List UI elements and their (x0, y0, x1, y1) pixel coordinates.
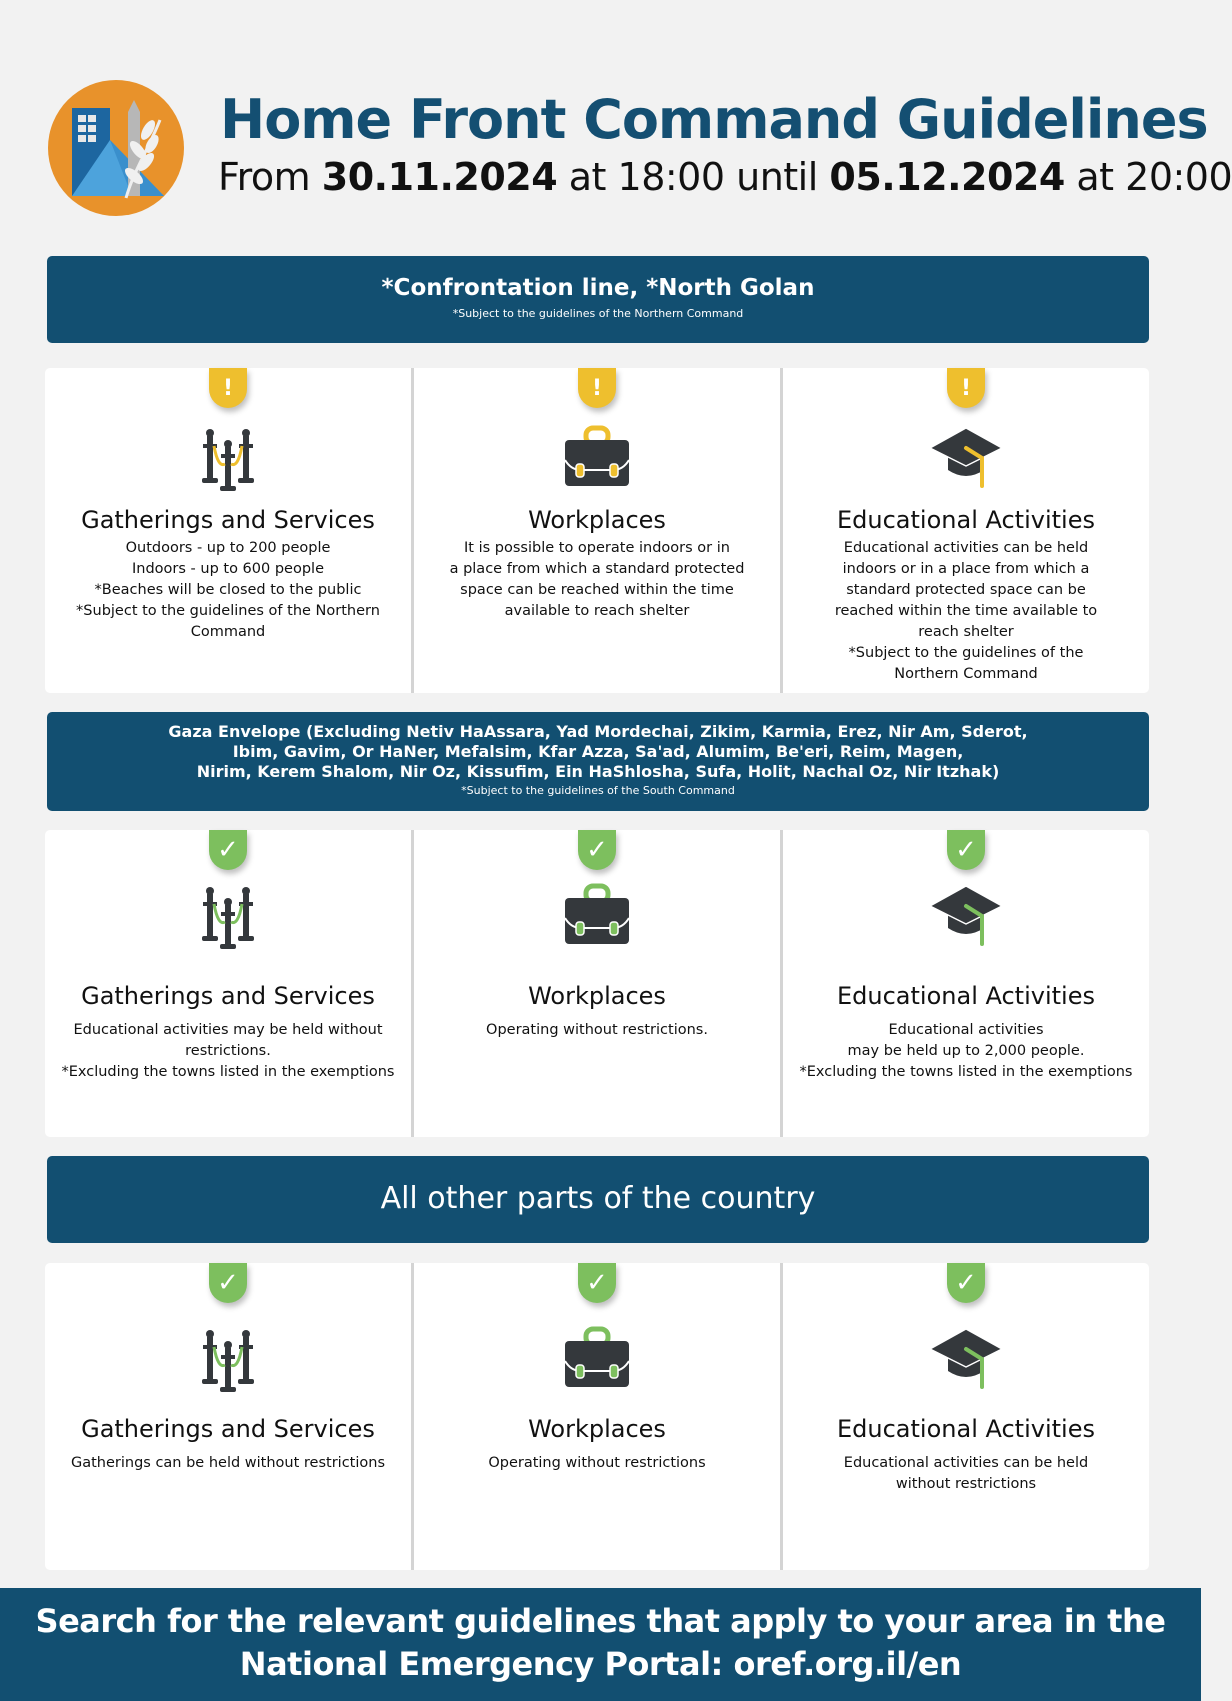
footer-portal-link[interactable]: National Emergency Portal: oref.org.il/en (239, 1645, 962, 1683)
body-line: Command (190, 624, 266, 640)
card-body (424, 1020, 770, 1041)
graduation-cap-icon (926, 1325, 1006, 1395)
warning-badge-icon: ! (209, 368, 247, 408)
body-line: Indoors - up to 600 people (132, 561, 324, 577)
footer-banner (0, 1588, 1201, 1701)
check-badge-icon: ✓ (578, 830, 616, 870)
card-title: Educational Activities (837, 506, 1095, 534)
region-title: *Confrontation line, *North Golan (381, 275, 815, 301)
card-body (424, 1453, 770, 1474)
body-line: Educational activities may be held without (73, 1022, 383, 1038)
body-line: Operating without restrictions (488, 1455, 706, 1471)
card-workplaces (411, 830, 780, 1137)
guideline-cards-rest-of-country (45, 1263, 1149, 1570)
warning-badge-icon: ! (947, 368, 985, 408)
card-title: Educational Activities (837, 1415, 1095, 1443)
card-title: Educational Activities (837, 982, 1095, 1010)
card-body (55, 1020, 401, 1083)
briefcase-icon (557, 1325, 637, 1395)
card-title: Workplaces (528, 1415, 666, 1443)
body-line: Gatherings can be held without restrictions (70, 1455, 386, 1471)
card-title: Gatherings and Services (81, 982, 375, 1010)
region-banner-north (47, 256, 1149, 343)
footer-line: Search for the relevant guidelines that apply to your area in the (35, 1602, 1166, 1640)
body-line: *Excluding the towns listed in the exemptions (61, 1064, 395, 1080)
warning-badge-icon: ! (578, 368, 616, 408)
body-line: standard protected space can be (846, 582, 1086, 598)
card-body (55, 1453, 401, 1474)
body-line: may be held up to 2,000 people. (847, 1043, 1085, 1059)
check-badge-icon: ✓ (947, 830, 985, 870)
region-note: *Subject to the guidelines of the South Command (461, 784, 735, 797)
card-body (793, 1453, 1139, 1495)
guideline-cards-north (45, 368, 1149, 693)
card-gatherings (45, 1263, 411, 1570)
end-date: 05.12.2024 (829, 155, 1065, 199)
check-badge-icon: ✓ (947, 1263, 985, 1303)
graduation-cap-icon (926, 424, 1006, 494)
body-line: reach shelter (918, 624, 1014, 640)
body-line: Northern Command (894, 666, 1038, 682)
card-title: Gatherings and Services (81, 1415, 375, 1443)
body-line: Educational activities can be held (843, 1455, 1089, 1471)
stanchion-icon (188, 424, 268, 494)
end-time-label: at 20:00 (1076, 155, 1232, 199)
from-label: From (218, 155, 311, 199)
body-line: indoors or in a place from which a (842, 561, 1090, 577)
card-body (793, 538, 1139, 685)
briefcase-icon (557, 882, 637, 952)
card-workplaces (411, 1263, 780, 1570)
body-line: Outdoors - up to 200 people (125, 540, 331, 556)
body-line: Educational activities can be held (843, 540, 1089, 556)
guideline-cards-gaza-envelope (45, 830, 1149, 1137)
body-line: Educational activities (888, 1022, 1044, 1038)
card-body (55, 538, 401, 643)
page-title: Home Front Command Guidelines (220, 88, 1208, 151)
body-line: without restrictions (895, 1476, 1037, 1492)
body-line: *Beaches will be closed to the public (94, 582, 362, 598)
region-title-line: Nirim, Kerem Shalom, Nir Oz, Kissufim, Ein HaShlosha, Sufa, Holit, Nachal Oz, Nir Itzhak) (196, 762, 1000, 781)
body-line: It is possible to operate indoors or in (464, 540, 730, 556)
stanchion-icon (188, 882, 268, 952)
region-title: All other parts of the country (380, 1181, 816, 1216)
home-front-command-logo-icon (48, 80, 184, 216)
card-body (424, 538, 770, 622)
region-note: *Subject to the guidelines of the Northern Command (452, 307, 744, 320)
start-date: 30.11.2024 (321, 155, 558, 199)
card-educational (780, 1263, 1149, 1570)
body-line: *Subject to the guidelines of the Northern (76, 603, 380, 619)
body-line: *Subject to the guidelines of the (848, 645, 1084, 661)
region-banner-rest-of-country (47, 1156, 1149, 1243)
card-workplaces (411, 368, 780, 693)
card-educational (780, 830, 1149, 1137)
card-body (793, 1020, 1139, 1083)
region-title-line: Gaza Envelope (Excluding Netiv HaAssara, Yad Mordechai, Zikim, Karmia, Erez, Nir Am, Sderot, (168, 722, 1028, 741)
card-gatherings (45, 830, 411, 1137)
briefcase-icon (557, 424, 637, 494)
region-banner-gaza-envelope (47, 712, 1149, 811)
card-title: Gatherings and Services (81, 506, 375, 534)
card-title: Workplaces (528, 506, 666, 534)
check-badge-icon: ✓ (209, 830, 247, 870)
card-gatherings (45, 368, 411, 693)
body-line: reached within the time available to (834, 603, 1098, 619)
date-range (218, 155, 1232, 199)
start-time-label: at 18:00 until (568, 155, 818, 199)
body-line: available to reach shelter (504, 603, 690, 619)
card-title: Workplaces (528, 982, 666, 1010)
body-line: space can be reached within the time (460, 582, 734, 598)
region-title-line: Ibim, Gavim, Or HaNer, Mefalsim, Kfar Azza, Sa'ad, Alumim, Be'eri, Reim, Magen, (232, 742, 964, 761)
body-line: a place from which a standard protected (449, 561, 745, 577)
body-line: Operating without restrictions. (486, 1022, 708, 1038)
graduation-cap-icon (926, 882, 1006, 952)
stanchion-icon (188, 1325, 268, 1395)
card-educational (780, 368, 1149, 693)
header (0, 0, 1232, 240)
check-badge-icon: ✓ (578, 1263, 616, 1303)
body-line: *Excluding the towns listed in the exemptions (799, 1064, 1133, 1080)
check-badge-icon: ✓ (209, 1263, 247, 1303)
body-line: restrictions. (185, 1043, 271, 1059)
